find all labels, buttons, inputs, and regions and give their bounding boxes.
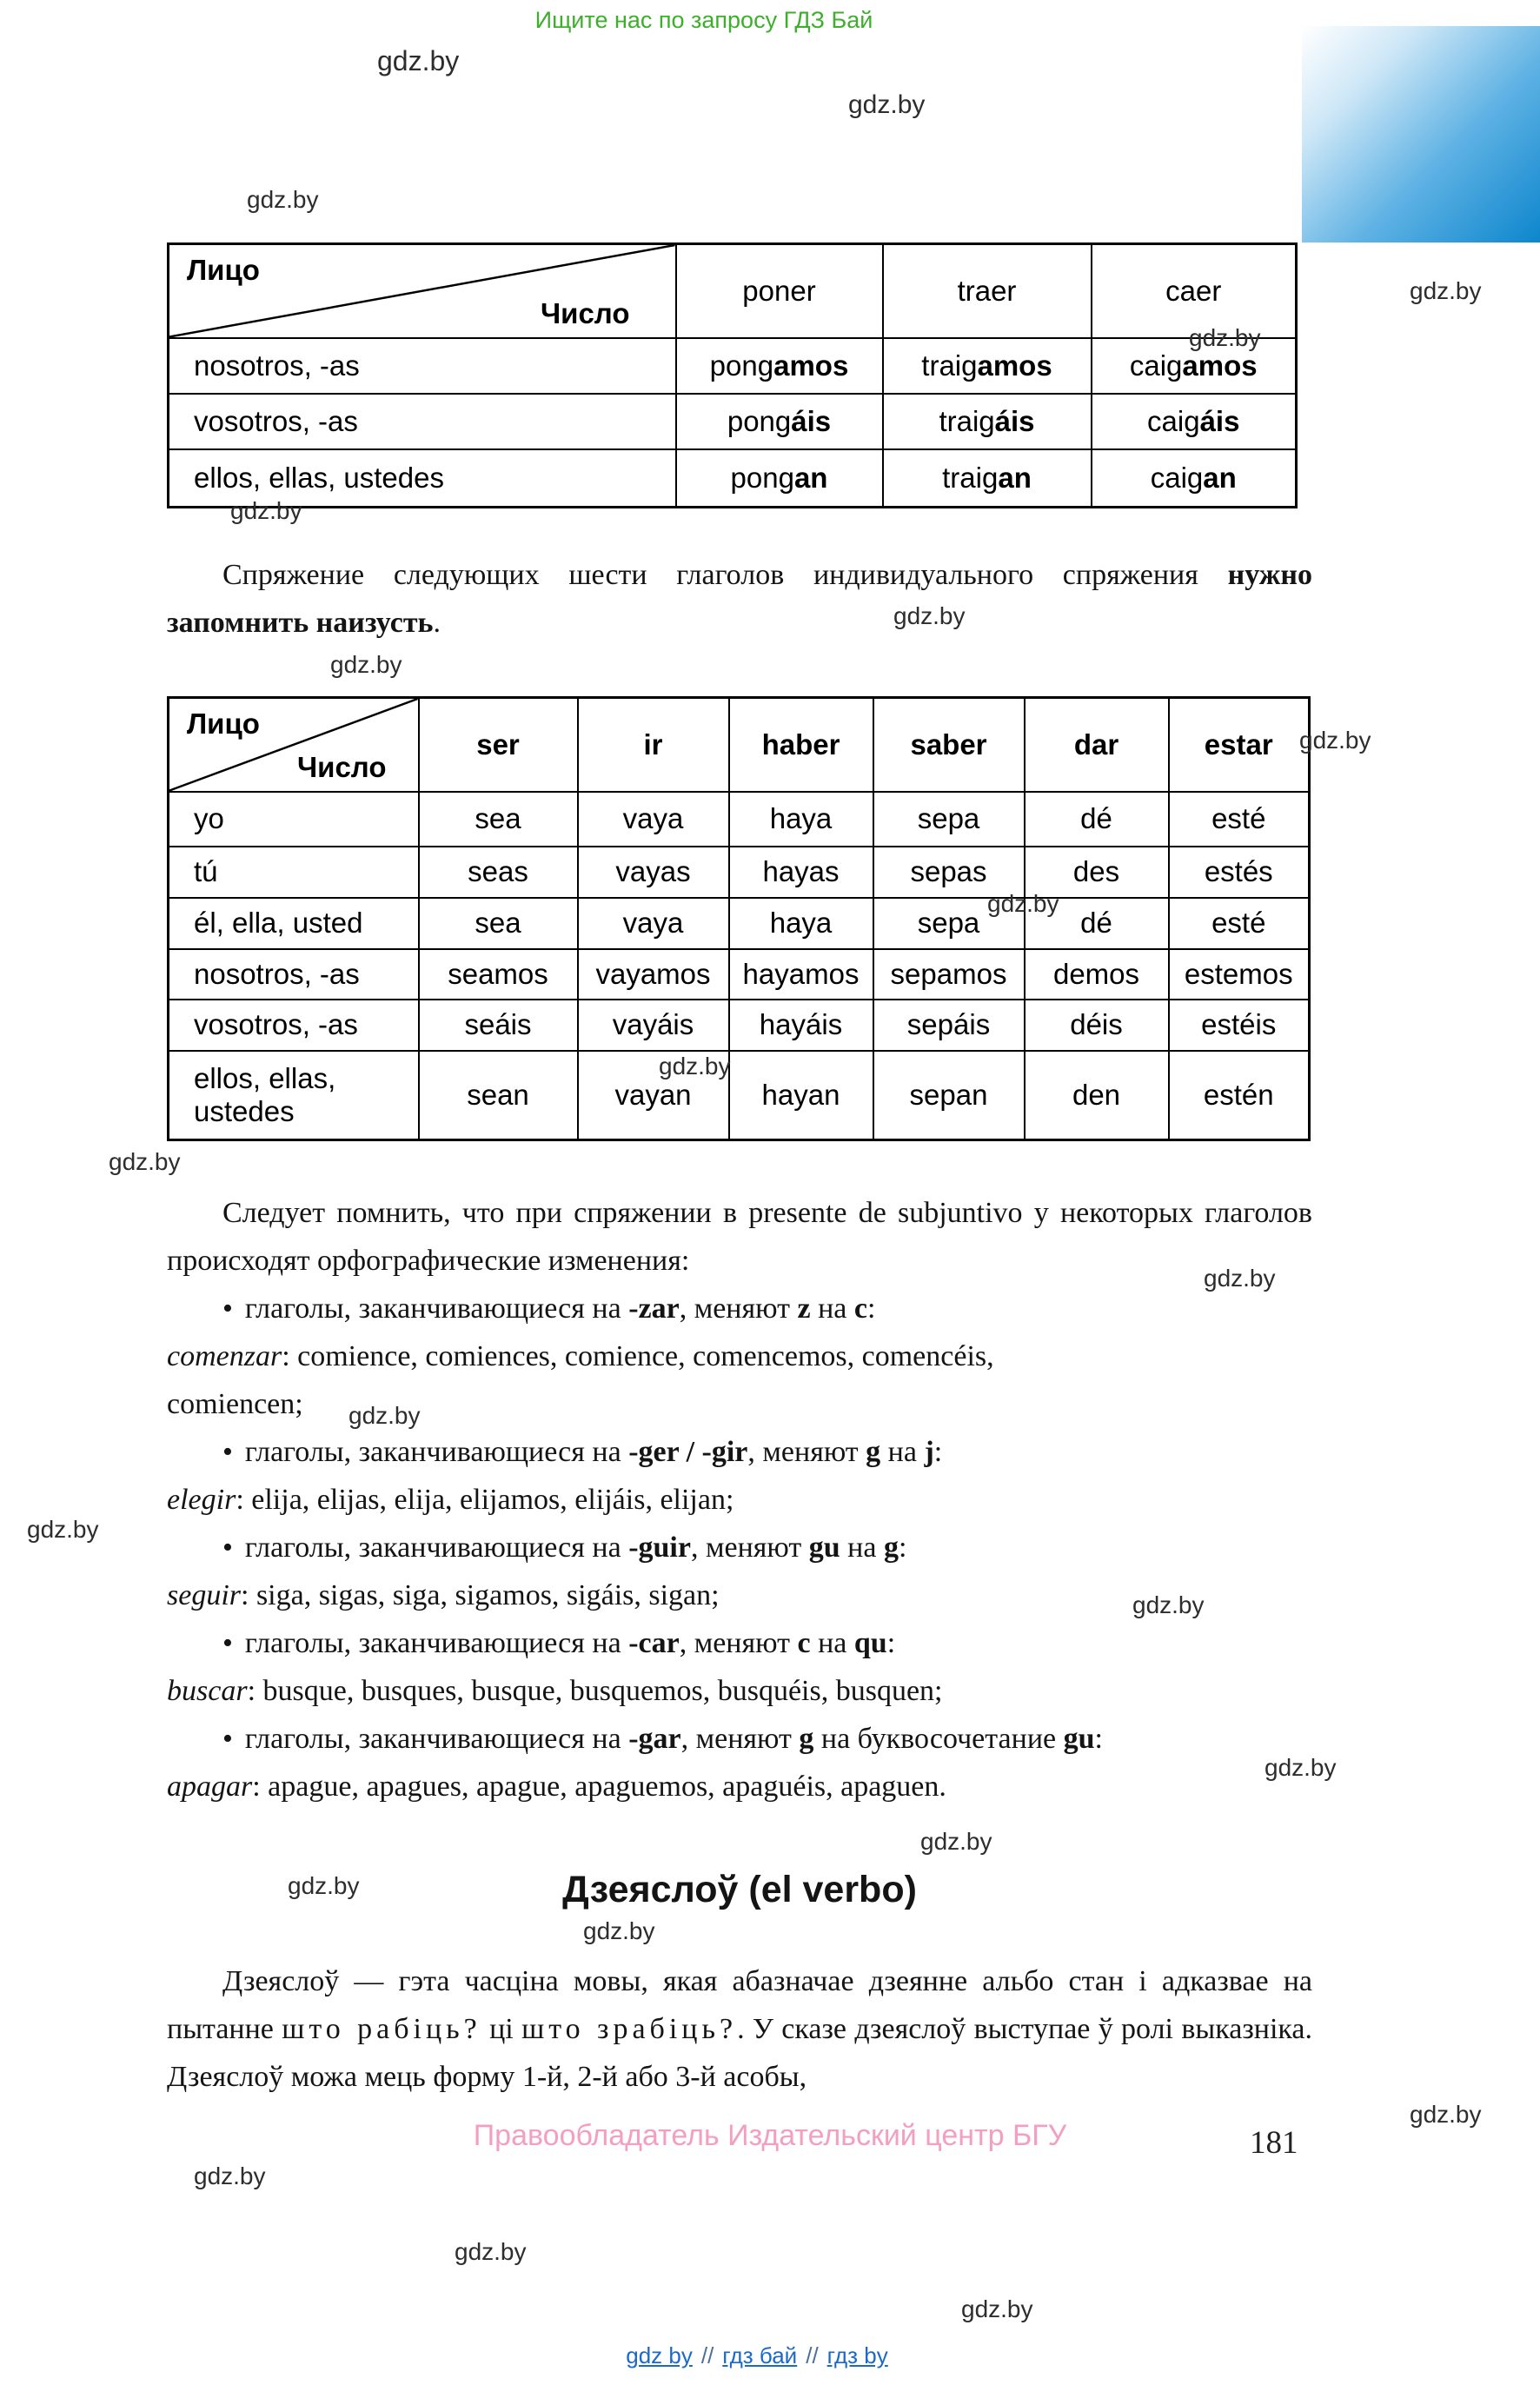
verb-form-cell: sean [419,1051,578,1140]
verb-forms: comiencen; [167,1388,303,1420]
column-header: caer [1092,244,1297,338]
bullet-term: -zar [628,1292,680,1325]
bullet-text: , меняют [747,1436,866,1468]
table-row [169,792,1310,847]
conjugation-table-poner-traer-caer [167,242,1298,508]
bullet-text: , меняют [679,1292,798,1325]
verb-form-cell: vayáis [578,1000,729,1051]
bullet-item-guir [167,1524,1312,1571]
verb-stem: traig [921,349,978,382]
bullet-term: j [924,1436,934,1468]
column-header: dar [1025,698,1169,792]
copyright-publisher-line: Правообладатель Издательский центр БГУ [473,2119,1067,2152]
verb-ending: áis [994,404,1035,437]
verb-form-cell: seas [419,847,578,898]
verb-form-cell: haya [729,898,873,949]
bullet-text: на [840,1531,884,1564]
table-corner-cell [169,698,419,792]
table-row [169,338,1297,394]
verb-ending: amos [1182,349,1258,382]
corner-label-number: Число [540,296,630,329]
bullet-text: : [898,1531,907,1564]
watermark-text: gdz.by [27,1516,99,1543]
verb-form-cell [1092,449,1297,508]
watermark-text: gdz.by [288,1872,360,1899]
bullet-item-gar [167,1715,1312,1763]
bullet-text: глаголы, заканчивающиеся на [244,1436,629,1468]
verb-form-cell [883,338,1092,394]
verb-form-cell: vaya [578,898,729,949]
verb-form-cell: vaya [578,792,729,847]
verb-form-cell [1092,394,1297,449]
gdz-link-2[interactable]: гдз бай [722,2342,798,2368]
table-row [169,1051,1310,1140]
watermark-text: gdz.by [348,1402,421,1429]
bullet-text: : [886,1627,896,1659]
verb-form-cell: hayas [729,847,873,898]
gdz-link-3[interactable]: гдз by [826,2342,888,2368]
table-row [169,394,1297,449]
verb-name: seguir [167,1579,241,1611]
link-separator: // [700,2342,714,2368]
bullet-item-car [167,1619,1312,1667]
table-row [169,449,1297,508]
verb-name: elegir [167,1484,236,1516]
bullet-text: на буквосочетание [813,1723,1064,1755]
paragraph-memorize-note [167,551,1312,647]
bullet-text: , меняют [690,1531,809,1564]
column-header: estar [1169,698,1310,792]
verb-stem: traig [942,461,999,494]
corner-label-person: Лицо [187,708,260,740]
emphasized-spaced-text: што рабіць? [282,2013,481,2045]
verb-stem: pong [709,349,774,382]
row-label: vosotros, -as [169,394,676,449]
watermark-text: gdz.by [961,2295,1033,2322]
bullet-text: на [880,1436,925,1468]
row-label: vosotros, -as [169,1000,419,1051]
verb-name: apagar [167,1770,253,1803]
verb-form-cell [883,449,1092,508]
bullet-item-zar [167,1285,1312,1332]
verb-form-cell [676,394,883,449]
paragraph-bold-text: нужно запомнить наизусть [167,559,1312,639]
bullet-term: gu [1063,1723,1095,1755]
bullet-text: глаголы, заканчивающиеся на [244,1292,629,1325]
bullet-term: -gar [628,1723,681,1755]
verb-ending: an [793,461,828,494]
watermark-text: gdz.by [455,2238,527,2265]
column-header: ser [419,698,578,792]
conjugation-table-irregular-verbs [167,696,1311,1141]
bullet-text: , меняют [680,1723,800,1755]
bullet-term: qu [853,1627,887,1659]
verb-form-cell: hayáis [729,1000,873,1051]
watermark-text: gdz.by [1410,277,1482,304]
bullet-marker: • [222,1627,233,1659]
verb-stem: pong [727,404,792,437]
watermark-text: gdz.by [230,497,302,524]
paragraph-spelling-intro: Следует помнить, что при спряжении в presente de subjuntivo у некоторых глаголов происходят орфографические изменения: [167,1197,1312,1277]
bullet-term: -car [628,1627,680,1659]
row-label: nosotros, -as [169,338,676,394]
verb-stem: caig [1147,404,1200,437]
bullet-marker: • [222,1292,233,1325]
verb-form-cell: estéis [1169,1000,1310,1051]
watermark-text: gdz.by [893,602,966,629]
verb-form-cell: sepamos [873,949,1025,1000]
verb-form-cell: vayas [578,847,729,898]
verb-form-cell: sea [419,792,578,847]
gdz-link-1[interactable]: gdz by [626,2342,693,2368]
watermark-text: gdz.by [659,1053,731,1080]
paragraph-verb-definition [167,1957,1312,2101]
verb-stem: traig [939,404,995,437]
page-number: 181 [1250,2125,1298,2161]
watermark-text: gdz.by [987,890,1059,917]
verb-ending: amos [773,349,849,382]
bullet-text: : [866,1292,876,1325]
bullet-text: глаголы, заканчивающиеся на [244,1627,629,1659]
verb-form-cell: vayan [578,1051,729,1140]
verb-form-cell: vayamos [578,949,729,1000]
bullet-item-ger-gir [167,1428,1312,1476]
column-header: haber [729,698,873,792]
paragraph-text: . У сказе дзеяслоў выступае ў ролі выказніка. Дзеяслоў можа мець форму 1-й, 2-й або 3-й асобы, [167,2013,1312,2093]
bullet-term: -guir [628,1531,691,1564]
section-heading-verb: Дзеяслоў (el verbo) [562,1869,917,1910]
watermark-text: gdz.by [1204,1265,1276,1292]
verb-ending: áis [1199,404,1240,437]
verb-form-cell: den [1025,1051,1169,1140]
watermark-text: gdz.by [109,1148,181,1175]
watermark-text: gdz.by [377,45,460,76]
bullet-term: g [866,1436,881,1468]
row-label: tú [169,847,419,898]
verb-form-cell: sepan [873,1051,1025,1140]
top-search-banner: Ищите нас по запросу ГДЗ Бай [534,7,873,33]
verb-form-cell: seamos [419,949,578,1000]
verb-form-cell: des [1025,847,1169,898]
verb-form-cell: estés [1169,847,1310,898]
blue-gradient-decoration [1302,26,1540,242]
bullet-text: : [1094,1723,1103,1755]
watermark-text: gdz.by [194,2162,266,2189]
column-header: ir [578,698,729,792]
verb-form-cell: déis [1025,1000,1169,1051]
watermark-text: gdz.by [247,186,319,213]
verb-form-cell: hayamos [729,949,873,1000]
verb-form-cell: hayan [729,1051,873,1140]
watermark-text: gdz.by [1132,1591,1205,1618]
verb-form-cell [676,338,883,394]
watermark-text: gdz.by [848,90,926,119]
column-header: traer [883,244,1092,338]
verb-forms: : elija, elijas, elija, elijamos, elijáis, elijan; [236,1484,734,1516]
row-label: nosotros, -as [169,949,419,1000]
verb-form-cell: sepas [873,847,1025,898]
verb-forms-line-comenzar [167,1332,1312,1428]
watermark-text: gdz.by [1299,727,1371,754]
verb-forms-line-elegir [167,1476,1312,1524]
column-header: poner [676,244,883,338]
column-header: saber [873,698,1025,792]
verb-stem: caig [1129,349,1183,382]
bullet-marker: • [222,1436,233,1468]
bullet-text: : [933,1436,943,1468]
verb-form-cell: seáis [419,1000,578,1051]
bullet-text: глаголы, заканчивающиеся на [244,1723,629,1755]
verb-ending: an [998,461,1032,494]
paragraph-text: Дзеяслоў — гэта часціна мовы, якая абазначае дзеянне альбо стан і адказвае на пытанне [167,1965,1312,2045]
bullet-term: g [799,1723,814,1755]
spelling-changes-section [167,1189,1312,1810]
verb-form-cell: sepáis [873,1000,1025,1051]
table-row [169,949,1310,1000]
verb-form-cell: sepa [873,898,1025,949]
watermark-text: gdz.by [1189,324,1261,351]
table-row [169,898,1310,949]
verb-form-cell: sepa [873,792,1025,847]
row-label: ellos, ellas, ustedes [169,449,676,508]
bullet-term: gu [808,1531,840,1564]
verb-form-cell [883,394,1092,449]
verb-form-cell: estén [1169,1051,1310,1140]
watermark-text: gdz.by [330,651,402,678]
row-label: yo [169,792,419,847]
verb-form-cell: demos [1025,949,1169,1000]
table-corner-cell [169,244,676,338]
verb-ending: amos [977,349,1052,382]
corner-label-number: Число [296,750,387,783]
verb-form-cell: dé [1025,792,1169,847]
bullet-term: c [797,1627,811,1659]
verb-ending: an [1203,461,1237,494]
row-label: ellos, ellas, ustedes [169,1051,419,1140]
verb-form-cell: dé [1025,898,1169,949]
verb-name: comenzar [167,1340,282,1372]
verb-forms: : apague, apagues, apague, apaguemos, apaguéis, apaguen. [252,1770,946,1803]
paragraph-text: ці [481,2013,522,2045]
paragraph-text: . [433,607,441,639]
bullet-text: глаголы, заканчивающиеся на [244,1531,629,1564]
verb-form-cell: estemos [1169,949,1310,1000]
verb-form-cell: sea [419,898,578,949]
watermark-text: gdz.by [583,1917,655,1944]
watermark-text: gdz.by [920,1828,992,1855]
verb-name: buscar [167,1675,248,1707]
verb-form-cell: haya [729,792,873,847]
bullet-text: , меняют [679,1627,798,1659]
emphasized-spaced-text: што зрабіць? [521,2013,738,2045]
watermark-text: gdz.by [1265,1754,1337,1781]
row-label: él, ella, usted [169,898,419,949]
verb-forms-line-apagar [167,1763,1312,1810]
verb-forms: : comience, comiences, comience, comencemos, comencéis, [282,1340,994,1372]
verb-form-cell: esté [1169,792,1310,847]
table-row [169,847,1310,898]
bullet-text: на [810,1292,854,1325]
bottom-links-bar [0,2342,1514,2369]
bullet-term: -ger / -gir [628,1436,748,1468]
corner-label-person: Лицо [187,254,260,286]
verb-form-cell [676,449,883,508]
verb-forms-line-buscar [167,1667,1312,1715]
bullet-term: c [853,1292,867,1325]
bullet-term: z [797,1292,811,1325]
bullet-text: на [810,1627,854,1659]
bullet-marker: • [222,1531,233,1564]
bullet-term: g [883,1531,899,1564]
link-separator: // [806,2342,819,2368]
verb-stem: pong [730,461,794,494]
paragraph-text: Спряжение следующих шести глаголов индивидуального спряжения [222,559,1228,591]
verb-form-cell: esté [1169,898,1310,949]
table-row [169,1000,1310,1051]
watermark-text: gdz.by [1410,2101,1482,2128]
verb-ending: áis [791,404,832,437]
verb-forms: : siga, sigas, siga, sigamos, sigáis, sigan; [241,1579,720,1611]
bullet-marker: • [222,1723,233,1755]
verb-forms: : busque, busques, busque, busquemos, busquéis, busquen; [247,1675,943,1707]
verb-stem: caig [1150,461,1204,494]
